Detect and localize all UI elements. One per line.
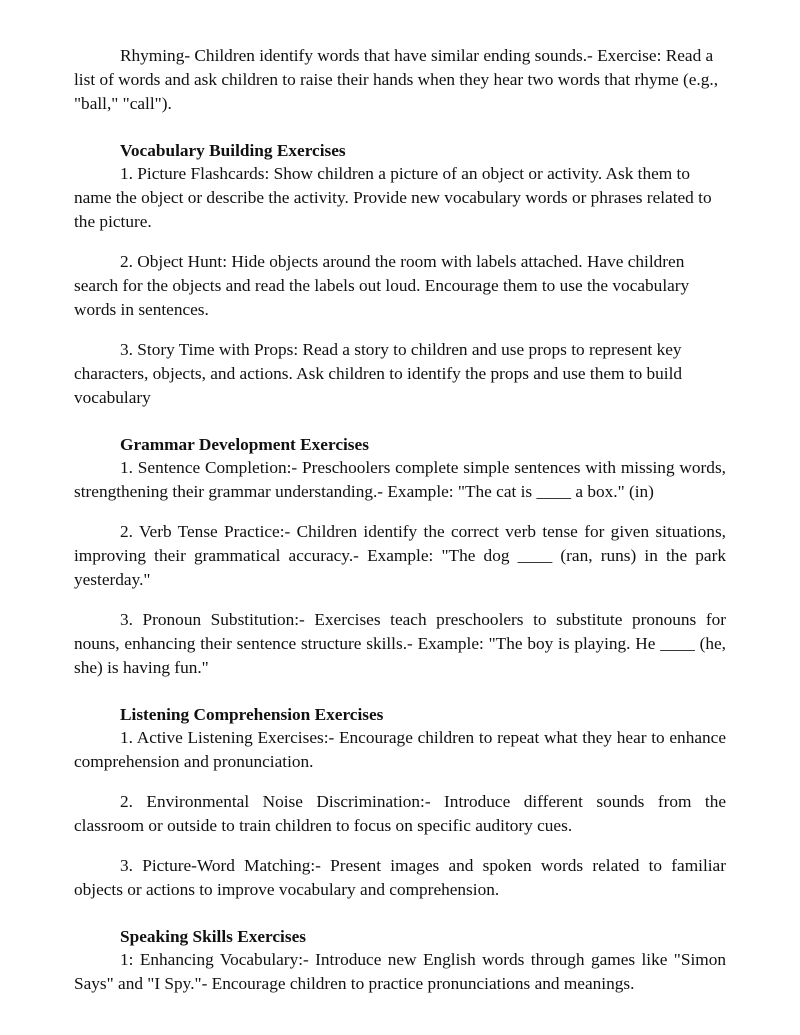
list-item: 1. Active Listening Exercises:- Encourage children to repeat what they hear to enhance comprehension and pronunciation. [74, 728, 726, 771]
paragraph-gap [74, 838, 726, 854]
paragraph-gap [74, 774, 726, 790]
list-item: 1. Sentence Completion:- Preschoolers complete simple sentences with missing words, strengthening their grammar understanding.- Example: "The cat is ____ a box." (in) [74, 458, 726, 501]
paragraph-gap [74, 592, 726, 608]
section-speaking [74, 926, 726, 996]
section-heading: Grammar Development Exercises [120, 435, 369, 454]
section-heading: Speaking Skills Exercises [120, 927, 306, 946]
section-heading: Vocabulary Building Exercises [120, 141, 346, 160]
list-item: 3. Picture-Word Matching:- Present images and spoken words related to familiar objects or actions to improve vocabulary and comprehension. [74, 856, 726, 899]
list-item: 2. Verb Tense Practice:- Children identify the correct verb tense for given situations, improving their grammatical accuracy.- Example: "The dog ____ (ran, runs) in the park yesterday." [74, 522, 726, 589]
paragraph-gap [74, 322, 726, 338]
list-item: 3. Pronoun Substitution:- Exercises teach preschoolers to substitute pronouns for nouns, enhancing their sentence structure skills.- Example: "The boy is playing. He ____ (he, she) is having fun." [74, 610, 726, 677]
section-heading: Listening Comprehension Exercises [120, 705, 384, 724]
section-listening [74, 704, 726, 902]
paragraph-gap [74, 234, 726, 250]
list-item: 1. Picture Flashcards: Show children a picture of an object or activity. Ask them to name the object or describe the activity. Provide new vocabulary words or phrases related to the picture. [74, 164, 712, 231]
list-item: 3. Story Time with Props: Read a story to children and use props to represent key characters, objects, and actions. Ask children to identify the props and use them to build vocabulary [74, 340, 683, 407]
list-item: 1: Enhancing Vocabulary:- Introduce new English words through games like "Simon Says" and "I Spy."- Encourage children to practice pronunciations and meanings. [74, 950, 726, 993]
document-page [74, 44, 726, 996]
section-grammar [74, 434, 726, 680]
paragraph-gap [74, 504, 726, 520]
section-vocabulary [74, 140, 726, 410]
list-item: 2. Object Hunt: Hide objects around the room with labels attached. Have children search for the objects and read the labels out loud. Encourage them to use the vocabulary words in sentences. [74, 252, 690, 319]
list-item: 2. Environmental Noise Discrimination:- Introduce different sounds from the classroom or outside to train children to focus on specific auditory cues. [74, 792, 726, 835]
intro-paragraph: Rhyming- Children identify words that have similar ending sounds.- Exercise: Read a list of words and ask children to raise their hands when they hear two words that rhyme (e.g., "ball," "call"). [74, 46, 719, 113]
